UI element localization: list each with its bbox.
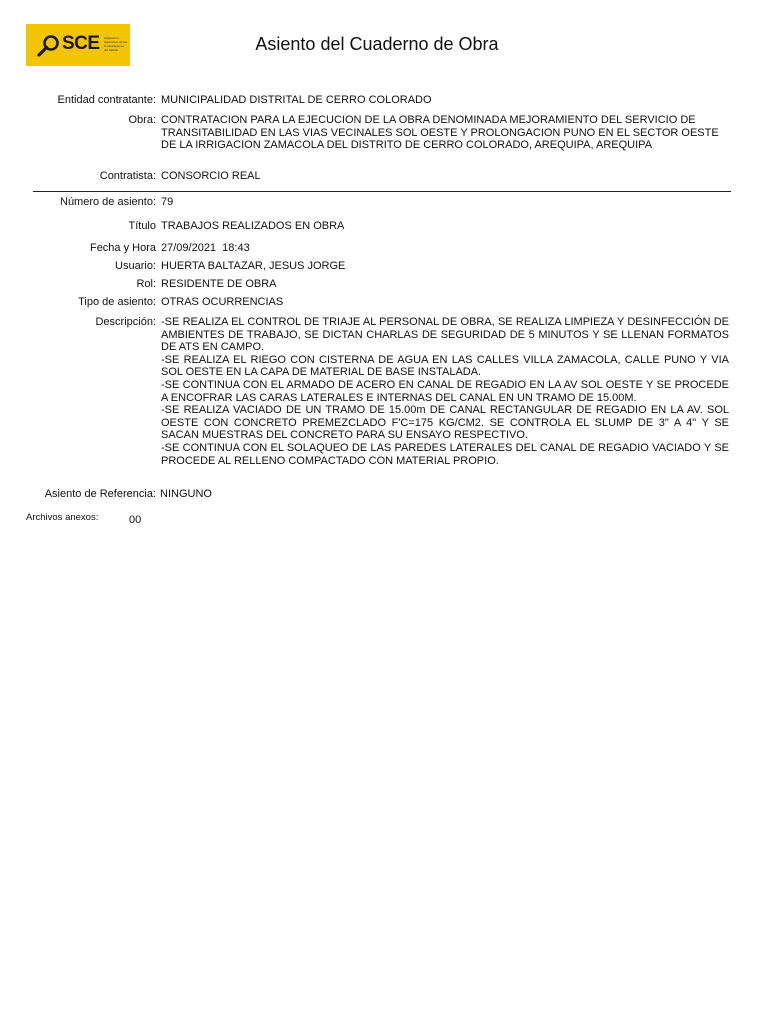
- usuario-label: Usuario:: [115, 260, 156, 272]
- rol-value: RESIDENTE DE OBRA: [161, 278, 277, 290]
- fecha-label: Fecha y Hora: [89, 242, 156, 254]
- archivos-value: 00: [129, 514, 142, 526]
- titulo-label: Título: [128, 220, 156, 232]
- logo-tagline: Organismo Supervisor de las Contrataciones del Estado: [104, 36, 128, 52]
- descripcion-paragraph: -SE REALIZA EL CONTROL DE TRIAJE AL PERSONAL DE OBRA, SE REALIZA LIMPIEZA Y DESINFECCIÓN DE AMBIENTES DE TRABAJO, SE DICTAN CHARLAS DE SEGURIDAD DE 5 MINUTOS Y SE LLENAN FORMATOS DE ATS EN CAMPO.: [161, 316, 729, 354]
- referencia-value: NINGUNO: [160, 488, 212, 500]
- fecha-value: 27/09/2021 18:43: [161, 242, 250, 254]
- section-divider: [33, 191, 731, 192]
- numero-label: Número de asiento:: [60, 196, 156, 208]
- descripcion-paragraph: -SE REALIZA EL RIEGO CON CISTERNA DE AGUA EN LAS CALLES VILLA ZAMACOLA, CALLE PUNO Y VIA SOL OESTE EN LA CAPA DE MATERIAL DE BASE INSTALADA.: [161, 353, 729, 379]
- obra-value: CONTRATACION PARA LA EJECUCION DE LA OBRA DENOMINADA MEJORAMIENTO DEL SERVICIO DE TRANSITABILIDAD EN LAS VIAS VECINALES SOL OESTE Y PROLONGACION PUNO EN EL SECTOR OESTE DE LA IRRIGACION ZAMACOLA DEL DISTRITO DE CERRO COLORADO, AREQUIPA, AREQUIPA: [161, 114, 719, 152]
- tipo-label: Tipo de asiento:: [78, 296, 156, 308]
- descripcion-paragraph: -SE CONTINUA CON EL SOLAQUEO DE LAS PAREDES LATERALES DEL CANAL DE REGADIO VACIADO Y SE PROCEDE AL RELLENO COMPACTADO CON MATERIAL PROPIO.: [161, 441, 729, 467]
- descripcion-label: Descripción:: [95, 316, 156, 328]
- contratista-label: Contratista:: [99, 170, 156, 182]
- magnifier-icon: [36, 34, 64, 58]
- entidad-label: Entidad contratante:: [57, 94, 156, 106]
- descripcion-paragraph: -SE REALIZA VACIADO DE UN TRAMO DE 15.00m DE CANAL RECTANGULAR DE REGADIO EN LA AV. SOL OESTE CON CONCRETO PREMEZCLADO F'C=175 KG/CM2. SE CONTROLA EL SLUMP DE 3" A 4" Y SE SACAN MUESTRAS DEL CONCRETO PARA SU ENSAYO RESPECTIVO.: [161, 404, 729, 442]
- numero-value: 79: [161, 196, 174, 208]
- rol-label: Rol:: [136, 278, 156, 290]
- descripcion-text: [161, 316, 729, 467]
- obra-label: Obra:: [128, 114, 156, 126]
- contratista-value: CONSORCIO REAL: [161, 170, 261, 182]
- titulo-value: TRABAJOS REALIZADOS EN OBRA: [161, 220, 345, 232]
- entidad-value: MUNICIPALIDAD DISTRITAL DE CERRO COLORADO: [161, 94, 432, 106]
- referencia-label: Asiento de Referencia:: [44, 488, 156, 500]
- usuario-value: HUERTA BALTAZAR, JESUS JORGE: [161, 260, 346, 272]
- descripcion-paragraph: -SE CONTINUA CON EL ARMADO DE ACERO EN CANAL DE REGADIO EN LA AV SOL OESTE Y SE PROCEDE A ENCOFRAR LAS CARAS LATERALES E INTERNAS DEL CANAL EN UN TRAMO DE 15.00M.: [161, 378, 729, 404]
- page-title: Asiento del Cuaderno de Obra: [255, 34, 499, 54]
- archivos-label: Archivos anexos:: [26, 512, 99, 523]
- tipo-value: OTRAS OCURRENCIAS: [161, 296, 284, 308]
- logo-text: SCE: [62, 33, 100, 54]
